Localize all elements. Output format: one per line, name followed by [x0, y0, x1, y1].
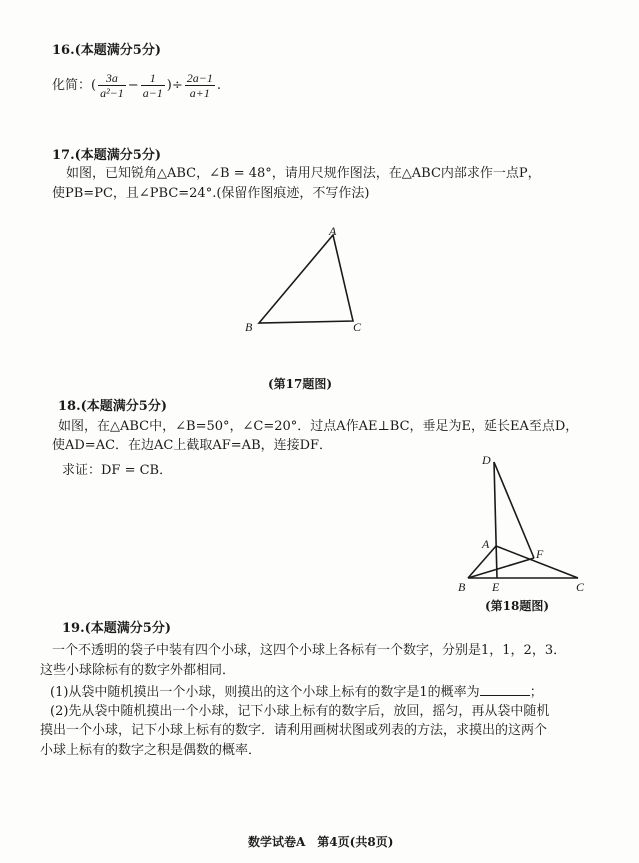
q16-end: .	[216, 78, 222, 93]
q19-line1: 一个不透明的袋子中装有四个小球，这四个小球上各标有一个数字，分别是1，1，2，3．	[52, 643, 567, 658]
q18-line2: 使AD=AC．在边AC上截取AF=AB，连接DF．	[52, 438, 333, 453]
q17-label-c: C	[353, 320, 362, 334]
q17-line1: 如图，已知锐角△ABC，∠B = 48°，请用尺规作图法，在△ABC内部求作一点P，	[66, 166, 541, 181]
q16-fraction-1-denominator: a²−1	[100, 86, 124, 100]
q17-caption: (第17题图)	[268, 377, 333, 391]
q18-label-f: F	[536, 547, 544, 561]
q16-minus: −	[127, 78, 139, 93]
q19-line3	[50, 683, 543, 702]
q16-fraction-3-denominator: a+1	[189, 86, 210, 100]
q19-part1-end: ；	[529, 685, 543, 700]
q19-line4: (2)先从袋中随机摸出一个小球，记下小球上标有的数字后，放回，摇匀，再从袋中随机	[50, 704, 550, 719]
q17-triangle	[259, 235, 353, 323]
q16-divide: )÷	[166, 78, 183, 93]
q16-fraction-2-numerator: 1	[141, 71, 165, 86]
q19-header: 19.(本题满分5分)	[62, 621, 171, 636]
q17-label-a: A	[329, 225, 337, 238]
q16-fraction-3	[185, 71, 215, 100]
q16-prefix: 化简：(	[52, 78, 97, 93]
q16-fraction-2	[141, 71, 165, 100]
q17-label-b: B	[245, 320, 253, 334]
q18-label-b: B	[458, 580, 466, 594]
q18-segment-bf	[468, 558, 534, 578]
q19-line6: 小球上标有的数字之积是偶数的概率．	[40, 743, 262, 758]
q16-header: 16.(本题满分5分)	[52, 43, 161, 58]
q19-answer-blank[interactable]	[480, 683, 530, 696]
q19-line2: 这些小球除标有的数字外都相同．	[40, 663, 236, 678]
q17-line2: 使PB=PC，且∠PBC=24°.(保留作图痕迹，不写作法)	[52, 186, 370, 201]
q18-segment-df	[494, 462, 534, 558]
q18-label-c: C	[576, 580, 585, 594]
q16-fraction-2-denominator: a−1	[142, 86, 163, 100]
q16-fraction-1-numerator: 3a	[98, 71, 126, 86]
page-footer: 数学试卷A 第4页(共8页)	[248, 835, 394, 849]
q16-fraction-1	[98, 71, 126, 100]
q18-line3: 求证：DF = CB．	[62, 463, 173, 478]
q16-expression	[52, 66, 221, 106]
q17-header: 17.(本题满分5分)	[52, 148, 161, 163]
q18-label-a: A	[482, 537, 490, 551]
q19-part1-text: (1)从袋中随机摸出一个小球，则摸出的这个小球上标有的数字是1的概率为	[50, 685, 480, 700]
q18-label-e: E	[492, 580, 500, 594]
q18-line1: 如图，在△ABC中，∠B=50°，∠C=20°．过点A作AE⊥BC，垂足为E，延长EA至点D，	[58, 419, 579, 434]
q17-triangle-figure	[235, 225, 375, 337]
q19-line5: 摸出一个小球，记下小球上标有的数字．请利用画树状图或列表的方法，求摸出的这两个	[40, 723, 548, 738]
q18-label-d: D	[482, 453, 491, 467]
q18-header: 18.(本题满分5分)	[58, 399, 167, 414]
q16-fraction-3-numerator: 2a−1	[186, 71, 213, 85]
q18-segment-de	[494, 462, 497, 578]
q18-caption: (第18题图)	[485, 599, 550, 613]
q18-triangle-figure	[450, 448, 600, 598]
